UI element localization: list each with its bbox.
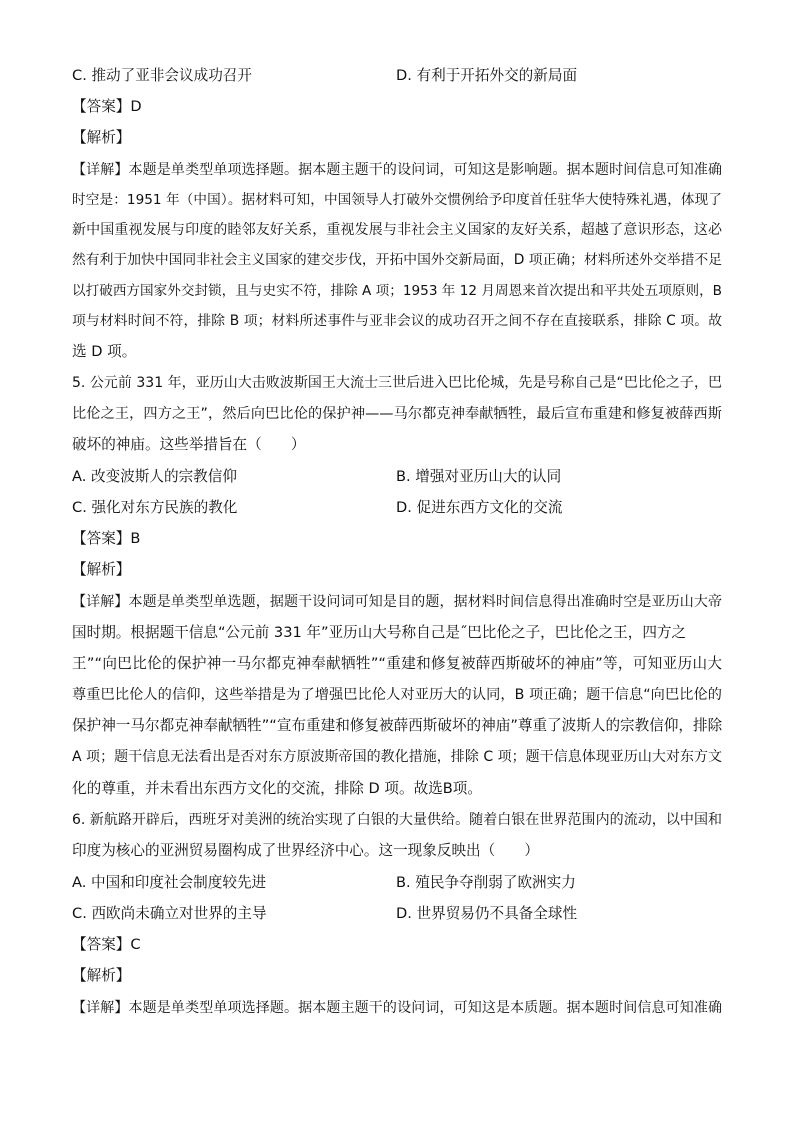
q4-detail-line: 时空是：1951 年（中国）。据材料可知，中国领导人打破外交惯例给予印度首任驻华大使特殊礼遇，体现了: [72, 192, 722, 208]
q5-option-d: D. 促进东西方文化的交流: [396, 499, 563, 516]
q4-detail-line: 选 D 项。: [72, 343, 137, 360]
q5-detail-line: 尊重巴比伦人的信仰，这些举措是为了增强巴比伦人对亚历大的认同，B 项正确；题干信息“向巴比伦的: [72, 687, 722, 703]
q4-option-c: C. 推动了亚非会议成功召开: [72, 67, 253, 84]
q6-option-b: B. 殖民争夺削弱了欧洲实力: [396, 874, 576, 891]
q4-answer: 【答案】D: [72, 98, 142, 115]
q5-option-b: B. 增强对亚历山大的认同: [396, 468, 562, 485]
q6-option-c: C. 西欧尚未确立对世界的主导: [72, 905, 267, 922]
q6-option-d: D. 世界贸易仍不具备全球性: [396, 905, 578, 922]
q6-stem-line: 6. 新航路开辟后，西班牙对美洲的统治实现了白银的大量供给。随着白银在世界范围内的流动，以中国和: [72, 812, 722, 828]
q4-detail-line: 以打破西方国家外交封锁，且与史实不符，排除 A 项；1953 年 12 月周恩来首次提出和平共处五项原则，B: [72, 283, 722, 299]
q4-detail-line: 项与材料时间不符，排除 B 项；材料所述事件与亚非会议的成功召开之间不存在直接联系，排除 C 项。故: [72, 313, 722, 329]
q5-detail-line: 【详解】本题是单类型单选题，据题干设问词可知是目的题，据材料时间信息得出准确时空是亚历山大帝: [72, 594, 722, 610]
q6-detail-line: 【详解】本题是单类型单项选择题。据本题主题干的设问词，可知这是本质题。据本题时间信息可知准确: [72, 1000, 722, 1016]
q5-detail-line: 国时期。根据题干信息“公元前 331 年”亚历山大号称自己是˝巴比伦之子，巴比伦之王，四方之: [72, 624, 687, 641]
q5-stem-line: 比伦之王，四方之王”，然后向巴比伦的保护神——马尔都克神奉献牺牲，最后宣布重建和修复被薛西斯: [72, 406, 722, 422]
q5-answer: 【答案】B: [72, 530, 141, 547]
q5-stem-line: 破坏的神庙。这些举措旨在（ ）: [72, 436, 306, 453]
q5-detail-line: 化的尊重，并未看出东西方文化的交流，排除 D 项。故选B项。: [72, 780, 482, 797]
q5-option-a: A. 改变波斯人的宗教信仰: [72, 468, 237, 485]
q5-stem-line: 5. 公元前 331 年，亚历山大击败波斯国王大流士三世后进入巴比伦城，先是号称自己是“巴比伦之子，巴: [72, 375, 722, 391]
q4-analysis-heading: 【解析】: [72, 129, 131, 146]
q6-analysis-heading: 【解析】: [72, 967, 131, 984]
q4-detail-line: 【详解】本题是单类型单项选择题。据本题主题干的设问词，可知这是影响题。据本题时间信息可知准确: [72, 162, 722, 178]
q5-detail-line: 王”“向巴比伦的保护神一马尔都克神奉献牺牲”“重建和修复被薛西斯破坏的神庙”等，可知亚历山大: [72, 655, 722, 672]
q6-option-a: A. 中国和印度社会制度较先进: [72, 874, 267, 891]
q5-detail-line: A 项；题干信息无法看出是否对东方原波斯帝国的教化措施，排除 C 项；题干信息体现亚历山大对东方文: [72, 749, 722, 765]
q5-detail-line: 保护神一马尔都克神奉献牺牲”“宣布重建和修复被薛西斯破坏的神庙”尊重了波斯人的宗教信仰，排除: [72, 717, 723, 734]
q5-analysis-heading: 【解析】: [72, 561, 131, 578]
q6-stem-line: 印度为核心的亚洲贸易圈构成了世界经济中心。这一现象反映出（ ）: [72, 842, 540, 859]
q6-answer: 【答案】C: [72, 936, 141, 953]
q4-detail-line: 然有利于加快中国同非社会主义国家的建交步伐，开拓中国外交新局面，D 项正确；材料所述外交举措不足: [72, 252, 722, 268]
q5-option-c: C. 强化对东方民族的教化: [72, 499, 238, 516]
q4-option-d: D. 有利于开拓外交的新局面: [396, 67, 578, 84]
q4-detail-line: 新中国重视发展与印度的睦邻友好关系，重视发展与非社会主义国家的友好关系，超越了意识形态，这必: [72, 222, 722, 238]
